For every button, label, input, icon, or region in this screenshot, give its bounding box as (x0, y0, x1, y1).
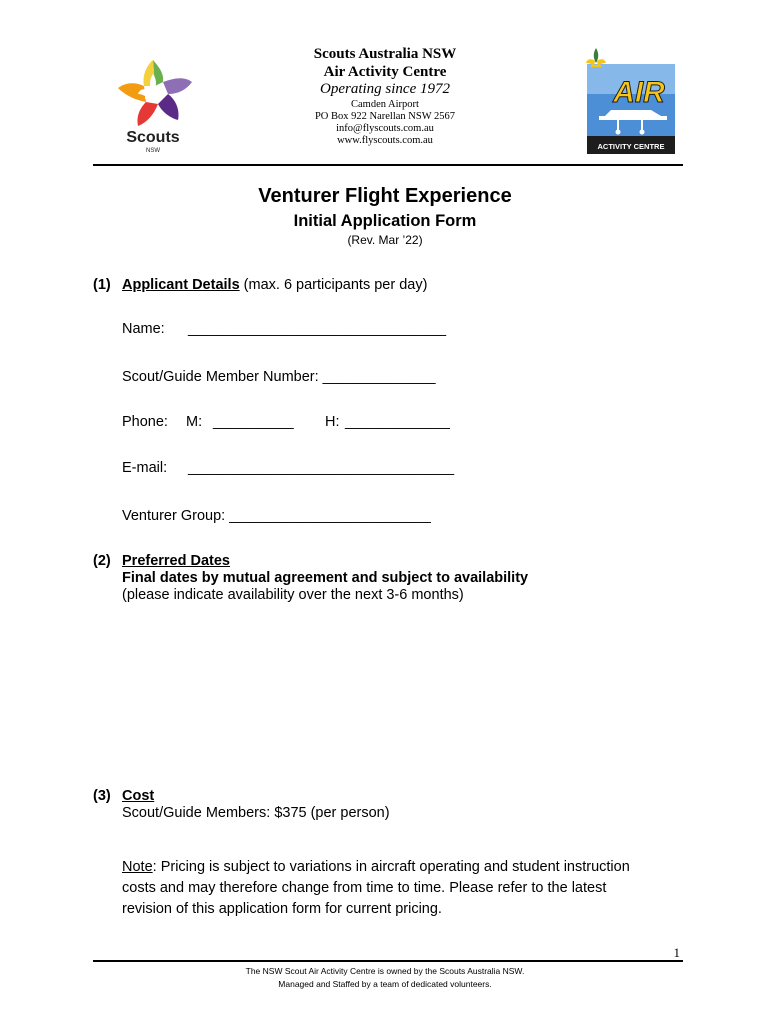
section-2-number: (2) (93, 553, 111, 569)
section-1-heading: Applicant Details (122, 277, 240, 293)
org-subname: Air Activity Centre (323, 64, 447, 80)
name-field[interactable]: ________________________________ (188, 321, 447, 337)
scouts-logo-text: Scouts (126, 129, 180, 146)
form-subtitle: Initial Application Form (293, 212, 477, 230)
scouts-star-icon (118, 60, 192, 126)
website-address: www.flyscouts.com.au (337, 135, 433, 146)
form-revision: (Rev. Mar ’22) (347, 233, 423, 247)
preferred-dates-entry-area[interactable] (122, 610, 682, 780)
pricing-note-line: Note: Pricing is subject to variations in aircraft operating and student instruction (122, 859, 630, 875)
footer-divider (93, 960, 683, 962)
member-number-label (122, 369, 436, 385)
pricing-note-label: Note (122, 859, 153, 875)
pricing-note (122, 857, 682, 920)
section-2-heading: Preferred Dates (122, 553, 230, 569)
pricing-note-line: revision of this application form for current pricing. (122, 901, 442, 917)
member-price: Scout/Guide Members: $375 (per person) (122, 805, 390, 821)
email-field[interactable]: _________________________________ (188, 460, 455, 476)
member-number-label-text: Scout/Guide Member Number: (122, 369, 319, 385)
section-3-heading: Cost (122, 788, 155, 804)
email-address: info@flyscouts.com.au (336, 123, 434, 134)
mobile-field[interactable]: __________ (213, 414, 294, 430)
scouts-logo-subtext: NSW (146, 148, 160, 154)
mobile-label: M: (186, 414, 203, 430)
org-tagline: Operating since 1972 (320, 81, 450, 97)
org-name: Scouts Australia NSW (313, 46, 457, 62)
air-activity-centre-logo (581, 44, 679, 162)
section-3-number: (3) (93, 788, 111, 804)
section-1-heading-row (122, 277, 427, 293)
address-line: PO Box 922 Narellan NSW 2567 (314, 111, 456, 122)
name-label: Name: (122, 321, 165, 337)
aac-logo-big: AIR (613, 76, 665, 109)
section-2-bold-line: Final dates by mutual agreement and subject to availability (122, 570, 529, 586)
section-2-note: (please indicate availability over the next 3-6 months) (122, 587, 464, 603)
address-line: Camden Airport (351, 99, 419, 110)
section-1-note: (max. 6 participants per day) (239, 277, 428, 293)
member-number-field[interactable]: ______________ (322, 369, 436, 385)
venturer-group-field[interactable]: _________________________ (229, 508, 431, 524)
header-divider (93, 164, 683, 166)
pricing-note-line: costs and may therefore change from time to time. Please refer to the latest (122, 880, 607, 896)
venturer-group-label (122, 508, 431, 524)
footer-ownership-line: The NSW Scout Air Activity Centre is owned by the Scouts Australia NSW. (245, 966, 525, 976)
footer-staff-line: Managed and Staffed by a team of dedicated volunteers. (278, 979, 492, 989)
phone-label: Phone: (122, 414, 168, 430)
page-number: 1 (673, 945, 680, 960)
scouts-nsw-logo (108, 56, 198, 156)
venturer-group-label-text: Venturer Group: (122, 508, 226, 524)
aac-logo-caption: ACTIVITY CENTRE (597, 142, 665, 151)
home-phone-label: H: (325, 414, 340, 430)
form-title: Venturer Flight Experience (258, 185, 512, 207)
section-1-number: (1) (93, 277, 111, 293)
email-label: E-mail: (122, 460, 168, 476)
home-phone-field[interactable]: _____________ (345, 414, 450, 430)
